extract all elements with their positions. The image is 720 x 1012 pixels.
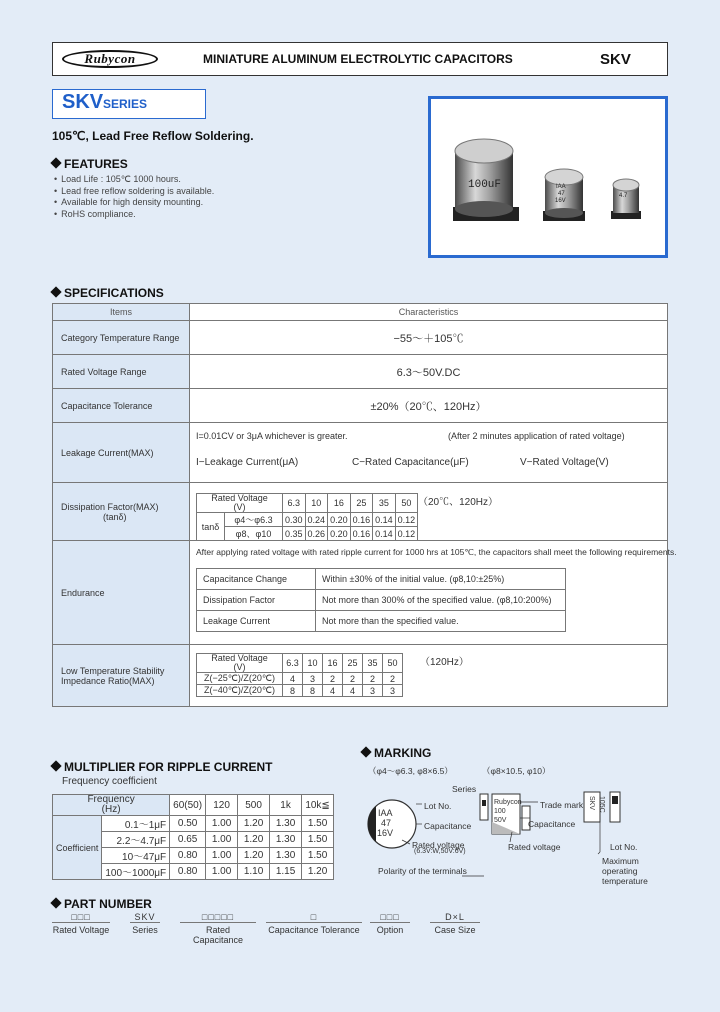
marking-rated-voltage-b: Rated voltage	[508, 842, 561, 852]
marking-series: Series	[452, 784, 477, 794]
mult-cell: 1.15	[270, 864, 302, 880]
mult-cell: 1.00	[206, 816, 238, 832]
lr-cell: 2	[343, 673, 363, 685]
lr-cell: 4	[343, 685, 363, 697]
mult-cell: 1.50	[302, 848, 334, 864]
product-photo	[428, 96, 668, 258]
marking-capacitance: Capacitance	[424, 821, 472, 831]
marking-size-b: （φ8×10.5, φ10）	[482, 766, 551, 776]
pn-part	[52, 912, 110, 935]
dissipation-sub: (tanδ)	[103, 511, 127, 522]
dv-cell: 16	[328, 494, 351, 513]
lr-cell: 2	[383, 673, 403, 685]
marking-heading	[362, 746, 431, 760]
marking-trade-mark: Trade mark	[540, 800, 584, 810]
pn-part	[370, 912, 410, 935]
mult-cell: 1.30	[270, 848, 302, 864]
endurance-intro: After applying rated voltage with rated ripple current for 1000 hrs at 105℃, the capacitors shall meet the following requirements.	[196, 547, 677, 557]
mid-cap-label-1: IAA	[556, 184, 566, 190]
multiplier-table	[52, 794, 334, 880]
pn-code: □□□	[370, 912, 410, 923]
dr-cell: 0.20	[328, 513, 351, 527]
lr-cell: 2	[323, 673, 343, 685]
lr-label: Z(−25℃)/Z(20℃)	[197, 673, 283, 685]
value-tolerance: ±20%（20℃、120Hz）	[190, 389, 668, 423]
pn-code: D×L	[430, 912, 480, 923]
item-tolerance: Capacitance Tolerance	[53, 389, 190, 423]
dr-cell: 0.14	[373, 527, 396, 541]
lr-cell: 3	[363, 685, 383, 697]
mult-cell: 0.80	[170, 864, 206, 880]
brand-logo: Rubycon	[62, 50, 158, 68]
page-title: MINIATURE ALUMINUM ELECTROLYTIC CAPACITORS	[203, 52, 513, 66]
item-leakage: Leakage Current(MAX)	[53, 423, 190, 483]
lv-cell: 6.3	[283, 654, 303, 673]
marking-max-temp: Maximum operating temperature	[602, 856, 648, 886]
leakage-note: (After 2 minutes application of rated voltage)	[448, 431, 625, 441]
diamond-icon	[50, 286, 61, 297]
pn-code: SKV	[130, 912, 160, 923]
lr-cell: 8	[283, 685, 303, 697]
dr-cell: 0.16	[350, 527, 373, 541]
dv-cell: 50	[395, 494, 418, 513]
lv-cell: 35	[363, 654, 383, 673]
endurance-value: Within ±30% of the initial value. (φ8,10:±25%)	[316, 569, 566, 590]
item-temp: Category Temperature Range	[53, 321, 190, 355]
lv-cell: 10	[303, 654, 323, 673]
mid-cap-label-3: 16V	[555, 198, 566, 204]
dr-cell: 0.20	[328, 527, 351, 541]
freq-cell: 1k	[270, 795, 302, 816]
mult-cell: 0.80	[170, 848, 206, 864]
mult-row-label: 10～47μF	[102, 848, 170, 864]
item-endurance: Endurance	[53, 541, 190, 645]
dissipation-cond: （20℃、120Hz）	[418, 497, 499, 508]
endurance-value: Not more than the specified value.	[316, 611, 566, 632]
leakage-def-v: V−Rated Voltage(V)	[520, 457, 609, 468]
pn-label: Rated Voltage	[52, 925, 110, 935]
marking-label-a1: IAA	[378, 808, 393, 818]
endurance-table	[196, 568, 566, 632]
freq-label: Frequency (Hz)	[53, 795, 170, 816]
mult-cell: 1.50	[302, 832, 334, 848]
mult-row-label: 0.1～1μF	[102, 816, 170, 832]
pn-label: Case Size	[434, 925, 476, 935]
mult-row-label: 100～1000μF	[102, 864, 170, 880]
mult-cell: 1.20	[238, 816, 270, 832]
lr-cell: 2	[363, 673, 383, 685]
marking-capacitance-b: Capacitance	[528, 819, 576, 829]
item-dissipation	[53, 483, 190, 541]
item-low-temp	[53, 645, 190, 707]
dr-cell: 0.14	[373, 513, 396, 527]
mult-cell: 1.10	[238, 864, 270, 880]
pn-code: □□□	[52, 912, 110, 923]
low-temp-label-2: Impedance Ratio(MAX)	[61, 675, 155, 686]
mult-cell: 1.20	[238, 832, 270, 848]
feature-list	[54, 174, 214, 220]
mid-cap-label-2: 47	[558, 191, 565, 197]
dissipation-label: Dissipation Factor(MAX)	[61, 501, 159, 512]
lv-cell: 25	[343, 654, 363, 673]
endurance-label: Capacitance Change	[197, 569, 316, 590]
marking-polarity: Polarity of the terminals	[378, 866, 467, 876]
lr-cell: 4	[323, 685, 343, 697]
lr-cell: 8	[303, 685, 323, 697]
mult-cell: 0.65	[170, 832, 206, 848]
low-temp-table	[196, 653, 403, 697]
diamond-icon	[50, 157, 61, 168]
mult-row-label: 2.2～4.7μF	[102, 832, 170, 848]
tan-label: tanδ	[197, 513, 225, 541]
pn-label: Option	[376, 925, 404, 935]
dr-cell: 0.26	[305, 527, 328, 541]
mult-cell: 1.20	[238, 848, 270, 864]
value-leakage	[190, 423, 668, 483]
low-temp-label-1: Low Temperature Stability	[61, 665, 165, 676]
marking-label-a3: 16V	[377, 828, 394, 838]
endurance-value: Not more than 300% of the specified value. (φ8,10:200%)	[316, 590, 566, 611]
mult-cell: 1.50	[302, 816, 334, 832]
dr-cell: 0.24	[305, 513, 328, 527]
subtitle: 105℃, Lead Free Reflow Soldering.	[52, 129, 254, 143]
multiplier-title: MULTIPLIER FOR RIPPLE CURRENT	[64, 760, 273, 774]
pn-code: □□□□□	[180, 912, 256, 923]
features-title: FEATURES	[64, 157, 128, 171]
feature-item: • Lead free reflow soldering is available.	[54, 186, 214, 198]
mult-cell: 1.20	[302, 864, 334, 880]
lr-cell: 4	[283, 673, 303, 685]
pn-part	[130, 912, 160, 935]
value-low-temp	[190, 645, 668, 707]
pn-part	[430, 912, 480, 935]
leakage-def-i: I−Leakage Current(μA)	[196, 457, 299, 468]
marking-label-b3: 50V	[494, 817, 507, 824]
col-characteristics: Characteristics	[190, 304, 668, 321]
dv-cell: 6.3	[283, 494, 306, 513]
multiplier-subtitle: Frequency coefficient	[62, 776, 157, 787]
pn-part	[180, 912, 256, 945]
leakage-formula: I=0.01CV or 3μA whichever is greater.	[196, 431, 348, 441]
mult-cell: 1.00	[206, 864, 238, 880]
part-number-title: PART NUMBER	[64, 897, 152, 911]
dr-label: φ8、φ10	[225, 527, 283, 541]
pn-label: Series	[132, 925, 158, 935]
pn-label: Capacitance Tolerance	[268, 925, 360, 935]
dv-cell: 10	[305, 494, 328, 513]
marking-label-c2: 105C	[598, 796, 605, 813]
low-temp-cond: （120Hz）	[420, 657, 469, 668]
dr-cell: 0.30	[283, 513, 306, 527]
low-temp-header: Rated Voltage (V)	[197, 654, 283, 673]
marking-rated-voltage: Rated voltage	[412, 840, 465, 850]
spec-title: SPECIFICATIONS	[64, 286, 164, 300]
marking-label-b2: 100	[494, 808, 506, 815]
feature-item: • RoHS compliance.	[54, 209, 214, 221]
mult-cell: 0.50	[170, 816, 206, 832]
marking-size-a: （φ4～φ6.3, φ8×6.5）	[368, 766, 453, 776]
large-cap-label: 100uF	[468, 179, 502, 191]
series-label: SERIES	[103, 97, 148, 111]
dr-cell: 0.16	[350, 513, 373, 527]
value-endurance	[190, 541, 677, 645]
value-voltage: 6.3～50V.DC	[190, 355, 668, 389]
endurance-label: Dissipation Factor	[197, 590, 316, 611]
diamond-icon	[50, 897, 61, 908]
col-items: Items	[53, 304, 190, 321]
series-code: SKV	[600, 51, 631, 68]
mult-cell: 1.00	[206, 848, 238, 864]
spec-heading	[52, 286, 164, 300]
part-number-row	[52, 912, 492, 945]
value-temp: −55～＋105℃	[190, 321, 668, 355]
dv-cell: 35	[373, 494, 396, 513]
freq-cell: 60(50)	[170, 795, 206, 816]
value-dissipation	[190, 483, 668, 541]
lv-cell: 16	[323, 654, 343, 673]
diamond-icon	[360, 746, 371, 757]
pn-part	[266, 912, 362, 935]
dr-label: φ4～φ6.3	[225, 513, 283, 527]
leakage-def-c: C−Rated Capacitance(μF)	[352, 457, 469, 468]
marking-label-b1: Rubycon	[494, 799, 522, 806]
mult-cell: 1.30	[270, 832, 302, 848]
mult-cell: 1.30	[270, 816, 302, 832]
series-name: SKV	[62, 91, 104, 113]
endurance-label: Leakage Current	[197, 611, 316, 632]
dissipation-table	[196, 493, 418, 541]
lr-cell: 3	[383, 685, 403, 697]
dr-cell: 0.35	[283, 527, 306, 541]
dissipation-header: Rated Voltage (V)	[197, 494, 283, 513]
diamond-icon	[50, 760, 61, 771]
freq-cell: 10k≦	[302, 795, 334, 816]
marking-label-a2: 47	[381, 818, 392, 828]
marking-title: MARKING	[374, 746, 432, 760]
pn-code: □	[266, 912, 362, 923]
feature-item: • Available for high density mounting.	[54, 197, 214, 209]
dr-cell: 0.12	[395, 513, 418, 527]
feature-item: • Load Life : 105℃ 1000 hours.	[54, 174, 214, 186]
dr-cell: 0.12	[395, 527, 418, 541]
spec-table	[52, 303, 677, 707]
coefficient-label: Coefficient	[53, 816, 102, 880]
multiplier-heading	[52, 760, 272, 774]
marking-lot-no: Lot No.	[424, 801, 452, 811]
mult-cell: 1.00	[206, 832, 238, 848]
features-heading	[52, 157, 128, 171]
part-number-heading	[52, 897, 152, 911]
marking-rated-voltage-sub: (6.3V:W,50V:6V)	[414, 848, 466, 855]
marking-lot-no-b: Lot No.	[610, 842, 638, 852]
lv-cell: 50	[383, 654, 403, 673]
small-cap-label: 4.7	[619, 193, 628, 199]
freq-cell: 120	[206, 795, 238, 816]
pn-label: Rated Capacitance	[192, 925, 244, 945]
lr-label: Z(−40℃)/Z(20℃)	[197, 685, 283, 697]
dv-cell: 25	[350, 494, 373, 513]
item-voltage: Rated Voltage Range	[53, 355, 190, 389]
lr-cell: 3	[303, 673, 323, 685]
capacitor-photo-image	[431, 99, 665, 255]
marking-label-c1: SKV	[588, 796, 595, 811]
freq-cell: 500	[238, 795, 270, 816]
